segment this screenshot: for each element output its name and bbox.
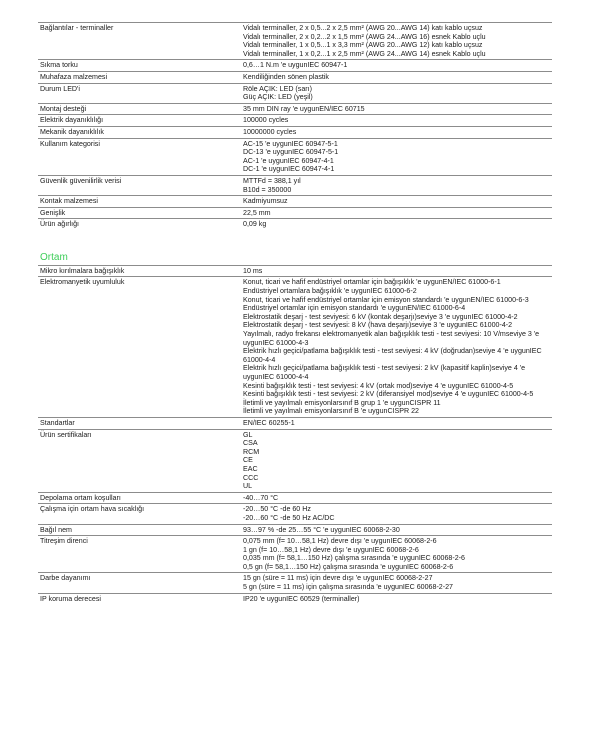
spec-value: EN/IEC 60255-1 xyxy=(243,418,295,427)
spec-row xyxy=(38,195,552,207)
spec-value: B10d = 350000 xyxy=(243,185,292,194)
spec-value: -40…70 °C xyxy=(243,493,279,502)
spec-value: IP20 'e uygunIEC 60529 (terminaller) xyxy=(243,594,360,603)
spec-value: Endüstriyel ortamlara bağışıklık 'e uygunIEC 61000-6-2 xyxy=(243,287,417,296)
spec-label: Kontak malzemesi xyxy=(40,197,98,206)
spec-value: Vidalı terminaller, 2 x 0,5...2 x 2,5 mm² (AWG 20...AWG 14) katı kablo uçsuz xyxy=(243,24,483,32)
spec-value: DC-13 'e uygunIEC 60947-5-1 xyxy=(243,148,339,157)
spec-value: Elektrik hızlı geçici/patlama bağışıklık testi - test seviyesi: 4 kV (doğrudan)seviye 4 'e uygunIEC 61000-4-4 xyxy=(243,347,542,364)
spec-label: Mekanik dayanıklılık xyxy=(40,127,104,136)
spec-row xyxy=(38,429,552,492)
spec-label: Ürün ağırlığı xyxy=(40,220,80,229)
spec-value: Vidalı terminaller, 1 x 0,2...1 x 2,5 mm² (AWG 24...AWG 14) esnek Kablo uçlu xyxy=(243,49,486,58)
spec-values xyxy=(239,208,552,219)
spec-value: Elektrostatik deşarj - test seviyesi: 8 kV (hava deşarjı)seviye 3 'e uygunIEC 61000-4-2 xyxy=(243,321,513,330)
spec-value: 5 gn (süre = 11 ms) için çalışma sırasında 'e uygunIEC 60068-2-27 xyxy=(243,583,454,592)
spec-row xyxy=(38,503,552,523)
spec-row xyxy=(38,207,552,219)
spec-value: AC-15 'e uygunIEC 60947-5-1 xyxy=(243,139,338,148)
spec-value: -20…50 °C -de 60 Hz xyxy=(243,505,311,514)
spec-values xyxy=(239,23,552,59)
spec-value: MTTFd = 388,1 yıl xyxy=(243,176,301,185)
spec-values xyxy=(239,127,552,138)
section-title-ortam: Ortam xyxy=(40,251,68,263)
spec-value: Röle AÇIK: LED (sarı) xyxy=(243,84,312,93)
spec-label: Durum LED'i xyxy=(40,84,80,93)
spec-value: GL xyxy=(243,430,253,439)
spec-label: Depolama ortam koşulları xyxy=(40,493,121,502)
spec-value: EAC xyxy=(243,464,258,473)
spec-label: Kullanım kategorisi xyxy=(40,139,100,148)
spec-value: 93…97 % -de 25…55 °C 'e uygunIEC 60068-2-30 xyxy=(243,525,400,534)
spec-values xyxy=(239,573,552,592)
spec-value: 10000000 cycles xyxy=(243,127,297,136)
spec-values xyxy=(239,84,552,103)
spec-values xyxy=(239,594,552,605)
spec-label: IP koruma derecesi xyxy=(40,594,101,603)
spec-value: 0,09 kg xyxy=(243,220,267,229)
spec-label: Bağıl nem xyxy=(40,525,72,534)
spec-value: 100000 cycles xyxy=(243,116,289,125)
spec-values xyxy=(239,418,552,429)
spec-value: Kendiliğinden sönen plastik xyxy=(243,72,329,81)
spec-values xyxy=(239,72,552,83)
spec-label: Genişlik xyxy=(40,208,66,217)
spec-value: UL xyxy=(243,482,253,491)
spec-values xyxy=(239,504,552,523)
spec-label: Elektrik dayanıklılığı xyxy=(40,116,104,125)
spec-row xyxy=(38,417,552,429)
spec-label: Ürün sertifikaları xyxy=(40,430,92,439)
spec-row xyxy=(38,138,552,175)
spec-value: 0,5 gn (f= 58,1…150 Hz) çalışma sırasında 'e uygunIEC 60068-2-6 xyxy=(243,562,454,571)
spec-value: DC-1 'e uygunIEC 60947-4-1 xyxy=(243,165,335,174)
spec-row xyxy=(38,114,552,126)
spec-row xyxy=(38,535,552,572)
spec-values xyxy=(239,430,552,492)
spec-value: -20…60 °C -de 50 Hz AC/DC xyxy=(243,513,335,522)
spec-value: CSA xyxy=(243,439,258,448)
spec-row xyxy=(38,593,552,605)
spec-values xyxy=(239,60,552,71)
spec-value: Güç AÇIK: LED (yeşil) xyxy=(243,93,313,102)
spec-value: 35 mm DIN ray 'e uygunEN/IEC 60715 xyxy=(243,104,365,113)
spec-values xyxy=(239,493,552,504)
spec-value: Elektrik hızlı geçici/patlama bağışıklık testi - test seviyesi: 2 kV (kapasitif kaplin)seviye 4 'e uygunIEC 61000-4-4 xyxy=(243,364,526,381)
spec-value: Vidalı terminaller, 1 x 0,5...1 x 3,3 mm² (AWG 20...AWG 12) katı kablo uçsuz xyxy=(243,41,483,50)
spec-label: Mikro kırılmalara bağışıklık xyxy=(40,266,125,275)
spec-value: AC-1 'e uygunIEC 60947-4-1 xyxy=(243,156,334,165)
spec-row xyxy=(38,265,552,277)
spec-value: 0,075 mm (f= 10…58,1 Hz) devre dışı 'e uygunIEC 60068-2-6 xyxy=(243,537,437,546)
spec-value: CCC xyxy=(243,473,259,482)
spec-value: 1 gn (f= 10…58,1 Hz) devre dışı 'e uygunIEC 60068-2-6 xyxy=(243,545,419,554)
spec-label: Sıkma torku xyxy=(40,61,78,70)
spec-label: Çalışma için ortam hava sıcaklığı xyxy=(40,505,145,514)
spec-value: Elektrostatik deşarj - test seviyesi: 6 kV (kontak deşarjı)seviye 3 'e uygunIEC 61000-4-2 xyxy=(243,312,518,321)
spec-row xyxy=(38,83,552,103)
spec-table-environment xyxy=(38,265,552,604)
spec-label: Titreşim direnci xyxy=(40,537,88,546)
spec-row xyxy=(38,103,552,115)
spec-values xyxy=(239,219,552,230)
spec-row xyxy=(38,276,552,417)
spec-values xyxy=(239,139,552,175)
spec-row xyxy=(38,492,552,504)
spec-value: Yayılmalı, radyo frekansı elektromanyetik alan bağışıklık testi - test seviyesi: 10 V/mseviye 3 'e uygunIEC 61000-4-3 xyxy=(243,330,540,347)
spec-value: Konut, ticari ve hafif endüstriyel ortamlar için bağışıklık 'e uygunEN/IEC 61000-6-1 xyxy=(243,278,501,287)
spec-values xyxy=(239,104,552,115)
spec-label: Montaj desteği xyxy=(40,104,87,113)
section-gap xyxy=(38,230,552,252)
spec-label: Muhafaza malzemesi xyxy=(40,72,108,81)
spec-value: 15 gn (süre = 11 ms) için devre dışı 'e uygunIEC 60068-2-27 xyxy=(243,574,433,583)
spec-values xyxy=(239,525,552,536)
spec-value: Kadmiyumsuz xyxy=(243,197,288,206)
spec-value: Konut, ticari ve hafif endüstriyel ortamlar için emisyon standardı 'e uygunEN/IEC 61000-6-3 xyxy=(243,295,529,304)
spec-label: Darbe dayanımı xyxy=(40,574,91,583)
spec-row xyxy=(38,126,552,138)
spec-value: 0,6…1 N.m 'e uygunIEC 60947-1 xyxy=(243,61,348,70)
spec-value: İletimli ve yayılmalı emisyonlarsınıf B 'e uygunCISPR 22 xyxy=(243,407,420,416)
spec-row xyxy=(38,59,552,71)
spec-value: CE xyxy=(243,456,253,465)
spec-value: Endüstriyel ortamlar için emisyon standardı 'e uygunEN/IEC 61000-6-4 xyxy=(243,304,466,313)
spec-value: 10 ms xyxy=(243,266,263,275)
spec-label: Standartlar xyxy=(40,418,75,427)
spec-value: RCM xyxy=(243,447,260,456)
spec-values xyxy=(239,266,552,277)
spec-label: Elektromanyetik uyumluluk xyxy=(40,278,125,287)
spec-value: 0,035 mm (f= 58,1…150 Hz) çalışma sırasında 'e uygunIEC 60068-2-6 xyxy=(243,554,465,563)
spec-row xyxy=(38,71,552,83)
spec-row xyxy=(38,524,552,536)
spec-sheet xyxy=(38,22,552,604)
spec-value: İletimli ve yayılmalı emisyonlarsınıf B grup 1 'e uygunCISPR 11 xyxy=(243,398,441,407)
spec-label: Bağlantılar - terminaller xyxy=(40,24,114,32)
spec-table-top xyxy=(38,22,552,230)
spec-value: Kesinti bağışıklık testi - test seviyesi: 2 kV (diferansiyel mod)seviye 4 'e uygunIEC 61000-4-5 xyxy=(243,390,534,399)
spec-row xyxy=(38,218,552,230)
spec-value: Vidalı terminaller, 2 x 0,2...2 x 1,5 mm² (AWG 24...AWG 16) esnek Kablo uçlu xyxy=(243,32,486,41)
spec-value: Kesinti bağışıklık testi - test seviyesi: 4 kV (ortak mod)seviye 4 'e uygunIEC 61000-4-5 xyxy=(243,381,514,390)
spec-values xyxy=(239,536,552,572)
spec-values xyxy=(239,115,552,126)
spec-values xyxy=(239,277,552,417)
spec-value: 22,5 mm xyxy=(243,208,271,217)
spec-row xyxy=(38,22,552,59)
spec-values xyxy=(239,196,552,207)
spec-values xyxy=(239,176,552,195)
spec-row xyxy=(38,572,552,592)
spec-label: Güvenlik güvenilirlik verisi xyxy=(40,176,122,185)
spec-row xyxy=(38,175,552,195)
